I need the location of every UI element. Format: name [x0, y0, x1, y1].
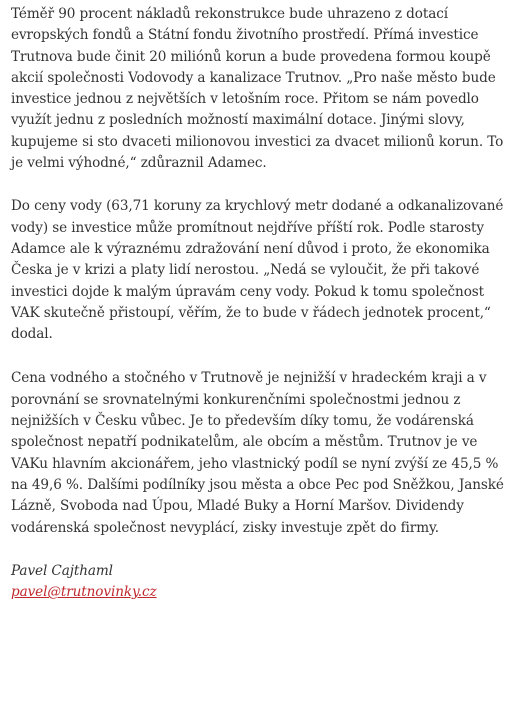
- article-paragraph: Do ceny vody (63,71 koruny za krychlový metr dodané a odkanalizované vody) se investice může promítnout nejdříve příští rok. Podle starosty Adamce ale k výraznému zdražování není důvod i proto, že ekonomika Česka je v krizi a platy lidí nerostou. „Nedá se vyloučit, že při takové investici dojde k malým úpravám ceny vody. Pokud k tomu společnost VAK skutečně přistoupí, věřím, že to bude v řádech jednotek procent,“ dodal.: [11, 198, 504, 343]
- article-body: [11, 4, 511, 603]
- article-paragraph: Cena vodného a stočného v Trutnově je nejnižší v hradeckém kraji a v porovnání se srovnatelnými konkurenčními společnostmi jednou z nejnižších v Česku vůbec. Je to především díky tomu, že vodárenská společnost nepatří podnikatelům, ale obcím a městům. Trutnov je ve VAKu hlavním akcionářem, jeho vlastnický podíl se nyní zvýší ze 45,5 % na 49,6 %. Dalšími podílníky jsou města a obce Pec pod Sněžkou, Janské Lázně, Svoboda nad Úpou, Mladé Buky a Horní Maršov. Dividendy vodárenská společnost nevyplácí, zisky investuje zpět do firmy.: [11, 370, 504, 536]
- article-paragraph: Téměř 90 procent nákladů rekonstrukce bude uhrazeno z dotací evropských fondů a Státní fondu životního prostředí. Přímá investice Trutnova bude činit 20 miliónů korun a bude provedena formou koupě akcií společnosti Vodovody a kanalizace Trutnov. „Pro naše město bude investice jednou z největších v letošním roce. Přitom se nám povedlo využít jednu z posledních možností maximální dotace. Jinými slovy, kupujeme si sto dvaceti milionovou investici za dvacet milionů korun. To je velmi výhodné,“ zdůraznil Adamec.: [11, 6, 504, 172]
- author-email-row: [11, 582, 511, 603]
- author-signature: [11, 561, 511, 604]
- author-name: Pavel Cajthaml: [11, 562, 113, 579]
- author-email-link[interactable]: pavel@trutnovinky.cz: [11, 584, 157, 601]
